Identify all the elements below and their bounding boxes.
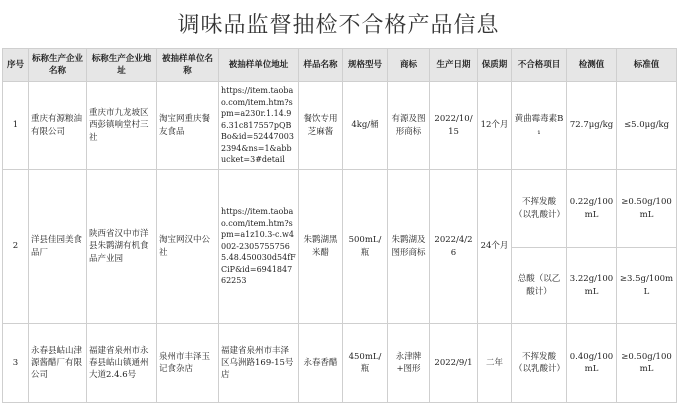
- standard-value: ≥3.5g/100mL: [617, 248, 677, 324]
- nonconforming-products-table: [2, 48, 677, 403]
- sample-name: 餐饮专用芝麻酱: [299, 82, 343, 170]
- header-cell: 生产日期: [430, 49, 478, 82]
- sampled-unit-address: 福建省泉州市丰泽区乌洲路169-15号店: [219, 324, 299, 403]
- page-title: 调味品监督抽检不合格产品信息: [177, 13, 500, 38]
- standard-value: ≥0.50g/100mL: [617, 324, 677, 403]
- spec: 4kg/桶: [343, 82, 388, 170]
- sampled-unit-address: https://item.taobao.com/item.htm?spm=a1z10.3-c.w4002-23057557565.48.450030d54fFCiP&id=694184762253: [219, 170, 299, 324]
- row-number: 1: [3, 82, 29, 170]
- company-name: 重庆有源粮油有限公司: [29, 82, 87, 170]
- test-value: 72.7μg/kg: [567, 82, 617, 170]
- shelf-life: 二年: [478, 324, 512, 403]
- table-row: [3, 170, 677, 248]
- header-cell: 检测值: [567, 49, 617, 82]
- sampled-unit-name: 泉州市丰泽玉记食杂店: [157, 324, 219, 403]
- spec: 450mL/瓶: [343, 324, 388, 403]
- brand: 有源及图形商标: [388, 82, 430, 170]
- header-cell: 规格型号: [343, 49, 388, 82]
- sampled-unit-name: 淘宝网重庆餐友食品: [157, 82, 219, 170]
- header-cell: 序号: [3, 49, 29, 82]
- shelf-life: 12个月: [478, 82, 512, 170]
- header-cell: 样品名称: [299, 49, 343, 82]
- sample-name: 朱鹮湖黑米醋: [299, 170, 343, 324]
- header-cell: 被抽样单位名称: [157, 49, 219, 82]
- failed-item: 黄曲霉毒素B₁: [512, 82, 567, 170]
- header-cell: 保质期: [478, 49, 512, 82]
- sampled-unit-name: 淘宝网汉中公社: [157, 170, 219, 324]
- production-date: 2022/10/15: [430, 82, 478, 170]
- failed-item: 不挥发酸（以乳酸计）: [512, 170, 567, 248]
- test-value: 0.40g/100mL: [567, 324, 617, 403]
- header-cell: 商标: [388, 49, 430, 82]
- standard-value: ≥0.50g/100mL: [617, 170, 677, 248]
- failed-item: 不挥发酸（以乳酸计）: [512, 324, 567, 403]
- production-date: 2022/9/1: [430, 324, 478, 403]
- header-row: [3, 49, 677, 82]
- test-value: 0.22g/100mL: [567, 170, 617, 248]
- brand: 朱鹮湖及图形商标: [388, 170, 430, 324]
- sample-name: 永春香醋: [299, 324, 343, 403]
- company-name: 洋县佳园美食品厂: [29, 170, 87, 324]
- failed-item: 总酸（以乙酸计）: [512, 248, 567, 324]
- standard-value: ≤5.0μg/kg: [617, 82, 677, 170]
- row-number: 2: [3, 170, 29, 324]
- company-address: 陕西省汉中市洋县朱鹮湖有机食品产业园: [87, 170, 157, 324]
- row-number: 3: [3, 324, 29, 403]
- test-value: 3.22g/100mL: [567, 248, 617, 324]
- header-cell: 被抽样单位地址: [219, 49, 299, 82]
- company-address: 重庆市九龙坡区西彭镇响堂村三社: [87, 82, 157, 170]
- company-name: 永春县岵山津源酱醋厂有限公司: [29, 324, 87, 403]
- sampled-unit-address: https://item.taobao.com/item.htm?spm=a230r.1.14.96.31c817557pQBBo&id=524470032394&ns=1&abbucket=3#detail: [219, 82, 299, 170]
- shelf-life: 24个月: [478, 170, 512, 324]
- header-cell: 标称生产企业地址: [87, 49, 157, 82]
- company-address: 福建省泉州市永春县岵山镇通州大道2.4.6号: [87, 324, 157, 403]
- header-cell: 标准值: [617, 49, 677, 82]
- spec: 500mL/瓶: [343, 170, 388, 324]
- table-row: [3, 324, 677, 403]
- header-cell: 标称生产企业名称: [29, 49, 87, 82]
- table-row: [3, 82, 677, 170]
- header-cell: 不合格项目: [512, 49, 567, 82]
- brand: 永津牌+图形: [388, 324, 430, 403]
- production-date: 2022/4/26: [430, 170, 478, 324]
